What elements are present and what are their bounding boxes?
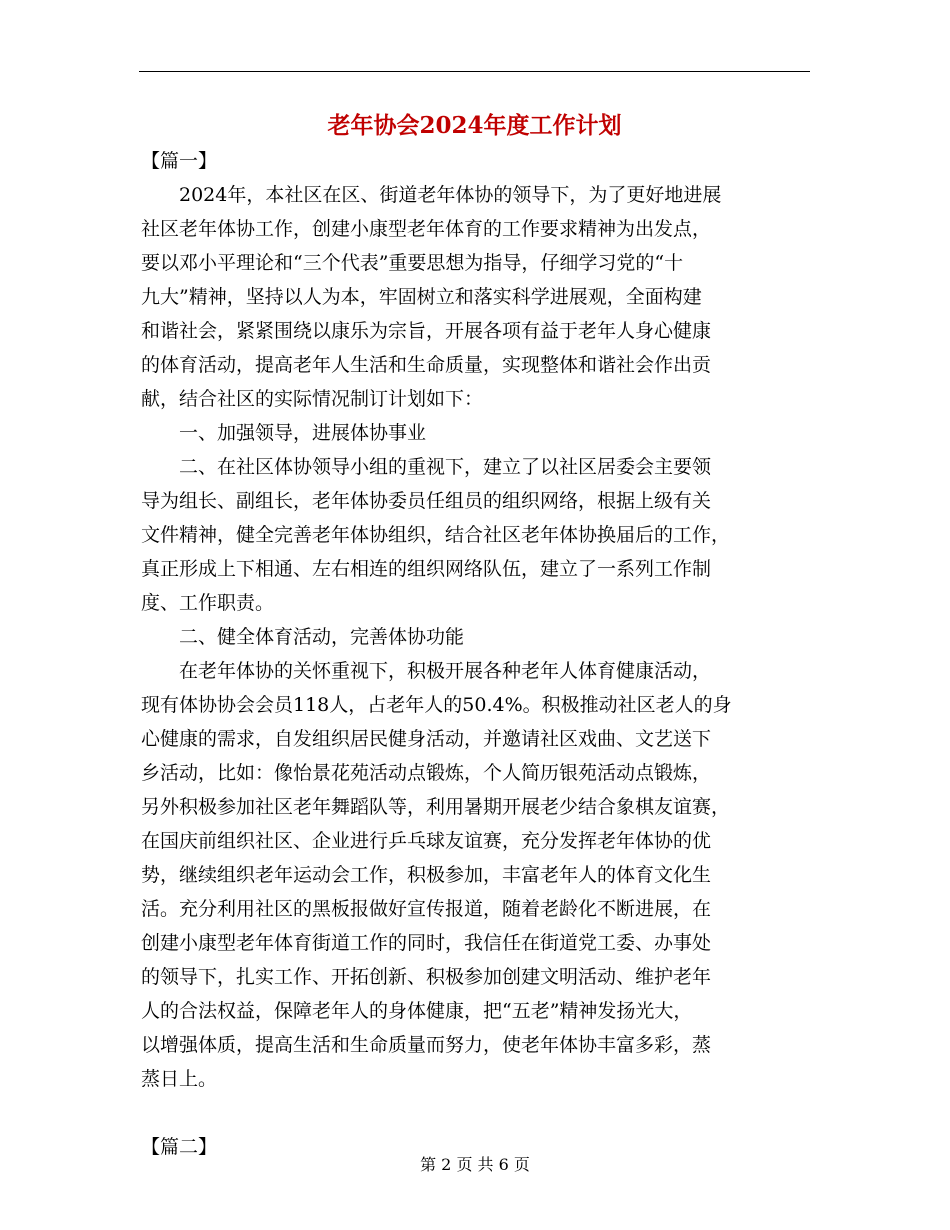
section-heading-1: 【篇一】 [141,150,218,172]
body-line: 的领导下，扎实工作、开拓创新、积极参加创建文明活动、维护老年 [141,966,712,988]
subheading: 二、健全体育活动，完善体协功能 [141,626,465,648]
body-line: 九大”精神，坚持以人为本，牢固树立和落实科学进展观，全面构建 [141,286,702,308]
body-line: 真正形成上下相通、左右相连的组织网络队伍，建立了一系列工作制 [141,558,712,580]
body-line: 在国庆前组织社区、企业进行乒乓球友谊赛，充分发挥老年体协的优 [141,830,712,852]
header-rule [139,71,810,72]
section-heading-2: 【篇二】 [141,1136,218,1158]
blank-line [141,1096,812,1130]
body-line: 文件精神，健全完善老年体协组织，结合社区老年体协换届后的工作， [141,524,731,546]
body-line: 要以邓小平理论和“三个代表”重要思想为指导，仔细学习党的“十 [141,252,684,274]
body-line: 创建小康型老年体育街道工作的同时，我信任在街道党工委、办事处 [141,932,712,954]
body-line: 以增强体质，提高生活和生命质量而努力，使老年体协丰富多彩，蒸 [141,1034,712,1056]
body-line: 另外积极参加社区老年舞蹈队等，利用暑期开展老少结合象棋友谊赛， [141,796,731,818]
body-line: 度、工作职责。 [141,592,275,614]
body-line: 活。充分利用社区的黑板报做好宣传报道，随着老龄化不断进展，在 [141,898,712,920]
body-line: 现有体协协会会员118人，占老年人的50.4%。积极推动社区老人的身 [141,694,732,716]
subheading: 一、加强领导，进展体协事业 [141,422,427,444]
body-line: 的体育活动，提高老年人生活和生命质量，实现整体和谐社会作出贡 [141,354,712,376]
body-line: 导为组长、副组长，老年体协委员任组员的组织网络，根据上级有关 [141,490,712,512]
document-title: 老年协会2024年度工作计划 [327,112,622,139]
body-line: 乡活动，比如：像怡景花苑活动点锻炼，个人简历银苑活动点锻炼， [141,762,712,784]
page-number-footer: 第 2 页 共 6 页 [420,1155,530,1174]
body-line: 社区老年体协工作，创建小康型老年体育的工作要求精神为出发点， [141,218,712,240]
document-body [141,144,812,1164]
body-line: 二、在社区体协领导小组的重视下，建立了以社区居委会主要领 [141,456,712,478]
body-line: 和谐社会，紧紧围绕以康乐为宗旨，开展各项有益于老年人身心健康 [141,320,712,342]
body-line: 势，继续组织老年运动会工作，积极参加，丰富老年人的体育文化生 [141,864,712,886]
body-line: 蒸日上。 [141,1068,218,1090]
body-line: 在老年体协的关怀重视下，积极开展各种老年人体育健康活动， [141,660,712,682]
body-line: 心健康的需求，自发组织居民健身活动，并邀请社区戏曲、文艺送下 [141,728,712,750]
body-line: 人的合法权益，保障老年人的身体健康，把“五老”精神发扬光大， [141,1000,693,1022]
body-line: 献，结合社区的实际情况制订计划如下： [141,388,484,410]
body-line: 2024年，本社区在区、街道老年体协的领导下，为了更好地进展 [141,184,722,206]
